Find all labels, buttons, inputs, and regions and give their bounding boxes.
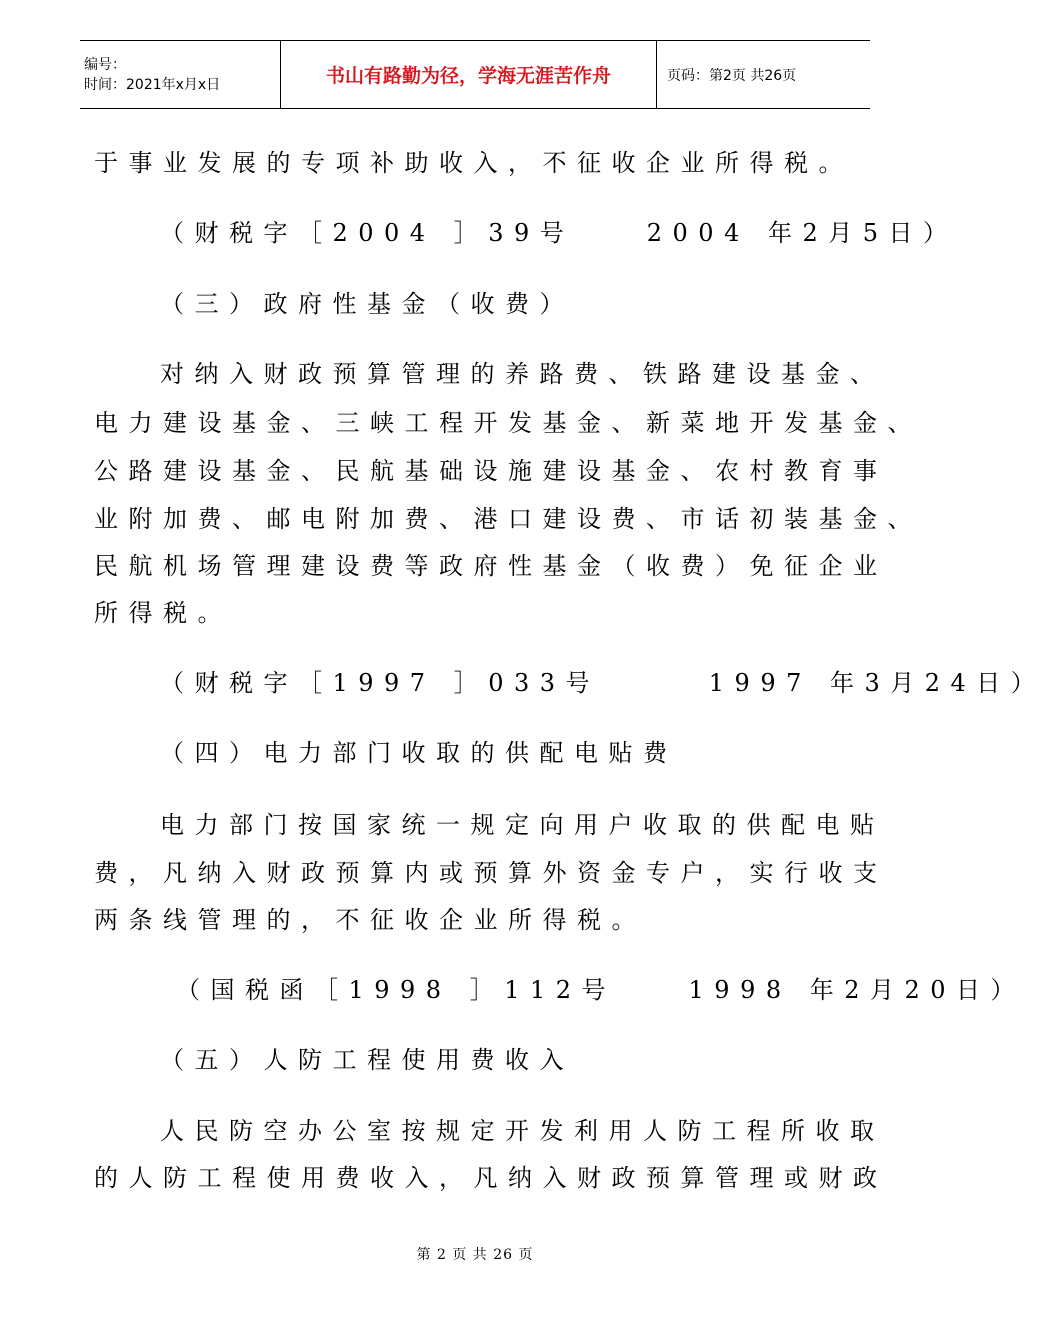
header-motto: 书山有路勤为径，学海无涯苦作舟 — [325, 65, 611, 87]
section-heading: （三）政府性基金（收费） — [160, 290, 574, 318]
body-line: 于事业发展的专项补助收入，不征收企业所得税。 — [94, 149, 853, 177]
body-line: 对纳入财政预算管理的养路费、铁路建设基金、 — [160, 360, 885, 388]
citation-line: （财税字［2004 ］39号 2004 年2月5日） — [160, 219, 958, 247]
section-heading: （四）电力部门收取的供配电贴费 — [160, 739, 678, 767]
document-number-label: 编号： — [84, 56, 126, 73]
document-time-label: 时间：2021年x月x日 — [84, 76, 221, 93]
header-meta — [80, 41, 281, 108]
body-line: 电力部门按国家统一规定向用户收取的供配电贴 — [160, 811, 885, 839]
page-footer: 第 2 页 共 26 页 — [416, 1247, 534, 1263]
body-line: 人民防空办公室按规定开发利用人防工程所收取 — [160, 1117, 885, 1145]
body-line: 业附加费、邮电附加费、港口建设费、市话初装基金、 — [94, 505, 922, 533]
body-line: 电力建设基金、三峡工程开发基金、新菜地开发基金、 — [94, 409, 922, 437]
citation-line: （国税函［1998 ］112号 1998 年2月20日） — [176, 976, 1026, 1004]
body-line: 两条线管理的，不征收企业所得税。 — [94, 906, 646, 934]
body-line: 民航机场管理建设费等政府性基金（收费）免征企业 — [94, 552, 888, 580]
body-line: 的人防工程使用费收入，凡纳入财政预算管理或财政 — [94, 1164, 888, 1192]
body-line: 公路建设基金、民航基础设施建设基金、农村教育事 — [94, 457, 888, 485]
citation-line: （财税字［1997 ］033号 1997 年3月24日） — [160, 669, 1045, 697]
header-page-info: 页码：第2页 共26页 — [667, 67, 797, 84]
body-line: 所得税。 — [94, 599, 232, 627]
section-heading: （五）人防工程使用费收入 — [160, 1046, 574, 1074]
header-page-cell — [657, 41, 870, 108]
header-motto-cell — [281, 41, 657, 108]
body-line: 费，凡纳入财政预算内或预算外资金专户，实行收支 — [94, 859, 888, 887]
page-header — [80, 40, 870, 109]
